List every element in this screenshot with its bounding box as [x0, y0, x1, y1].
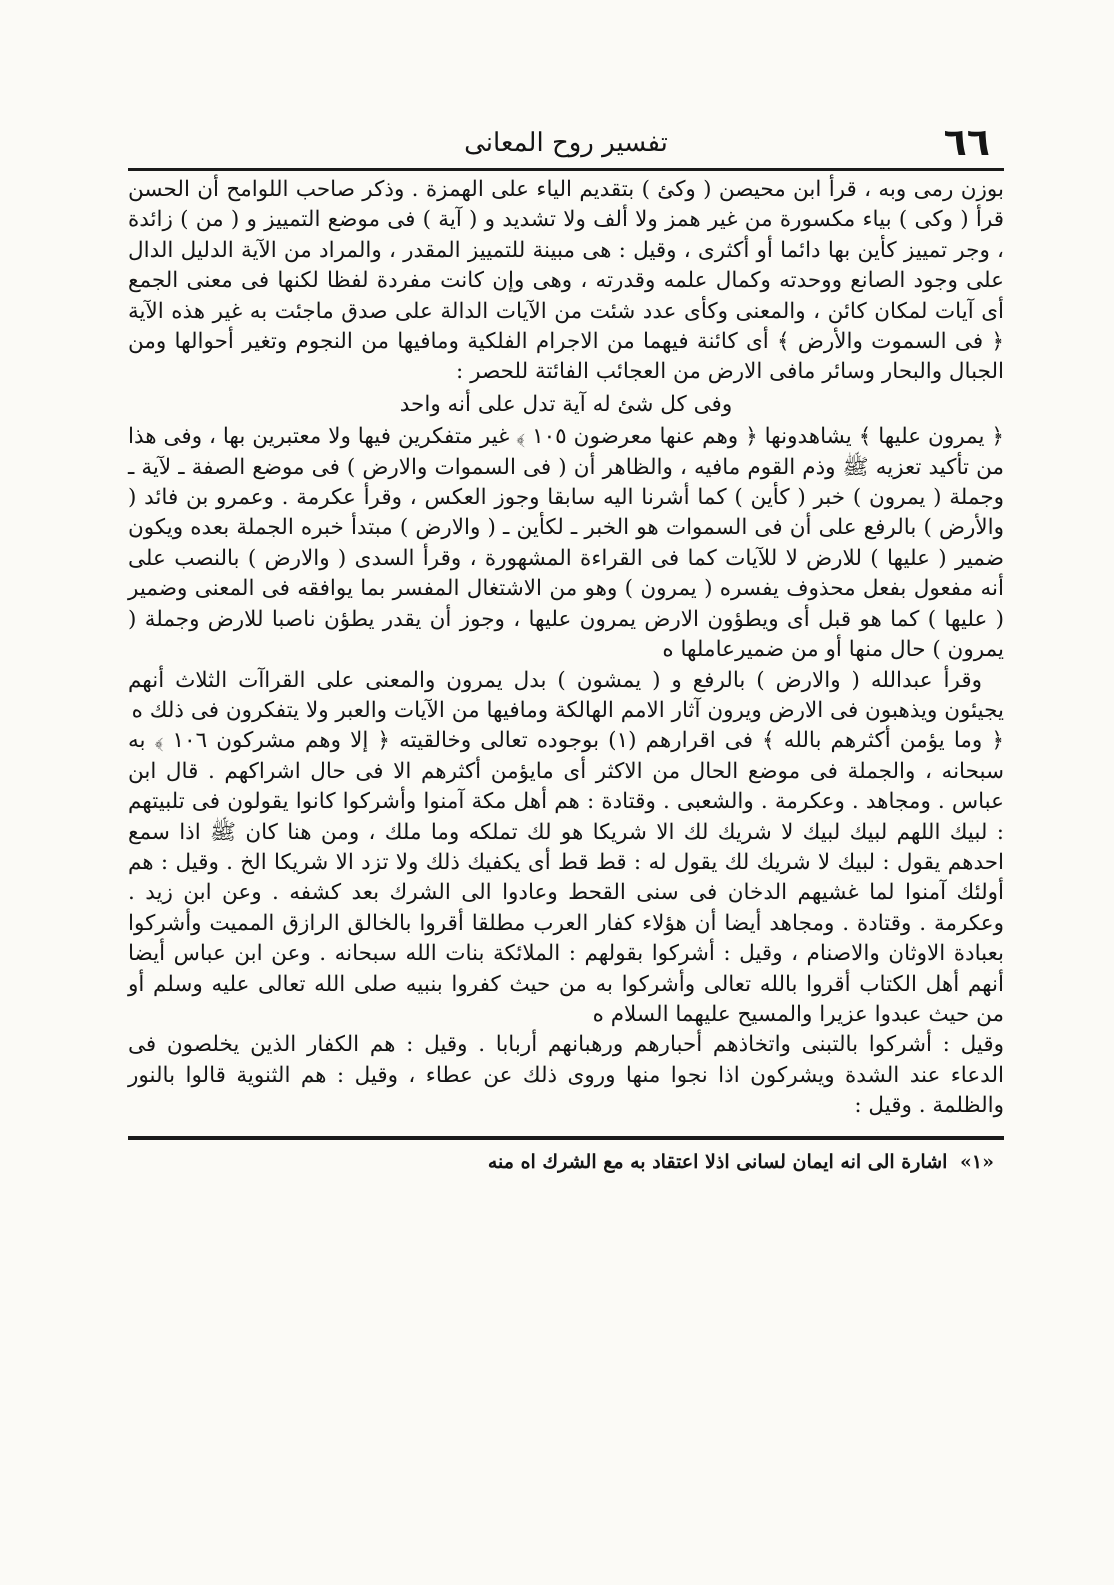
header-rule	[128, 168, 1004, 171]
running-title: تفسير روح المعانى	[464, 128, 668, 158]
paragraph-5: وقيل : أشركوا بالتبنى واتخاذهم أحبارهم ورهبانهم أربابا . وقيل : هم الكفار الذين يخلصون فى الدعاء عند الشدة ويشركون اذا نجوا منها وروى ذلك عن عطاء ، وقيل : هم الثنوية قالوا بالنور والظلمة . وقيل :	[128, 1032, 1004, 1119]
main-text	[128, 175, 1004, 1122]
page-number: ٦٦	[943, 120, 990, 164]
paragraph-1: بوزن رمى وبه ، قرأ ابن محيصن ( وكئ ) بتقديم الياء على الهمزة . وذكر صاحب اللوامح أن الحسن قرأ ( وكى ) بياء مكسورة من غير همز ولا ألف ولا تشديد و ( آية ) فى موضع التمييز و ( من ) زائدة ، وجر تمييز كأين بها دائما أو أكثرى ، وقيل : هى مبينة للتمييز المقدر ، والمراد من الآية الدليل الدال على وجود الصانع ووحدته وكمال علمه وقدرته ، وهى وإن كانت مفردة لفظا لكنها فى معنى الجمع أى آيات لمكان كائن ، والمعنى وكأى عدد شئت من الآيات الدالة على صدق ماجئت به غير هذه الآية ﴿ فى السموت والأرض ﴾ أى كائنة فيهما من الاجرام الفلكية ومافيها من النجوم وتغير أحوالها ومن الجبال والبحار وسائر مافى الارض من العجائب الفائتة للحصر :	[128, 177, 1004, 385]
paragraph-4: ﴿ وما يؤمن أكثرهم بالله ﴾ فى اقرارهم (١) بوجوده تعالى وخالقيته ﴿ إلا وهم مشركون ١٠٦ ﴾ به سبحانه ، والجملة فى موضع الحال من الاكثر أى مايؤمن أكثرهم الا فى حال اشراكهم . قال ابن عباس . ومجاهد . وعكرمة . والشعبى . وقتادة : هم أهل مكة آمنوا وأشركوا كانوا يقولون فى تلبيتهم : لبيك اللهم لبيك لبيك لا شريك لك الا شريكا هو لك تملكه وما ملك ، ومن هنا كان ﷺ اذا سمع احدهم يقول : لبيك لا شريك لك يقول له : قط قط أى يكفيك ذلك ولا تزد الا شريكا الخ . وقيل : هم أولئك آمنوا لما غشيهم الدخان فى سنى القحط وعادوا الى الشرك بعد كشفه . وعن ابن زيد . وعكرمة . وقتادة . ومجاهد أيضا أن هؤلاء كفار العرب مطلقا أقروا بالخالق الرازق المميت وأشركوا بعبادة الاوثان والاصنام ، وقيل : أشركوا بقولهم : الملائكة بنات الله سبحانه . وعن ابن عباس أيضا أنهم أهل الكتاب أقروا بالله تعالى وأشركوا به من حيث كفروا بنبيه صلى الله تعالى عليه وسلم أو من حيث عبدوا عزيرا والمسيح عليهما السلام ه	[128, 728, 1004, 1027]
footnote	[128, 1148, 1004, 1176]
footnote-marker: «١»	[960, 1150, 994, 1173]
footnote-rule	[128, 1136, 1004, 1140]
paragraph-3: وقرأ عبدالله ( والارض ) بالرفع و ( يمشون ) بدل يمرون والمعنى على القراآت الثلاث أنهم يجيئون ويذهبون فى الارض ويرون آثار الامم الهالكة ومافيها من الآيات والعبر ولا يتفكرون فى ذلك ه	[128, 667, 1004, 723]
paragraph-2: ﴿ يمرون عليها ﴾ يشاهدونها ﴿ وهم عنها معرضون ١٠٥ ﴾ غير متفكرين فيها ولا معتبرين بها ، وفى هذا من تأكيد تعزيه ﷺ وذم القوم مافيه ، والظاهر أن ( فى السموات والارض ) فى موضع الصفة ـ لآية ـ وجملة ( يمرون ) خبر ( كأين ) كما أشرنا اليه سابقا وجوز العكس ، وقرأ عكرمة . وعمرو بن فائد ( والأرض ) بالرفع على أن فى السموات هو الخبر ـ لكأين ـ ( والارض ) مبتدأ خبره الجملة بعده ويكون ضمير ( عليها ) للارض لا للآيات كما فى القراءة المشهورة ، وقرأ السدى ( والارض ) بالنصب على أنه مفعول بفعل محذوف يفسره ( يمرون ) وهو من الاشتغال المفسر بما يوافقه فى المعنى وضمير ( عليها ) كما هو قبل أى ويطؤون الارض يمرون عليها ، وجوز أن يقدر يطؤن ناصبا للارض وجملة ( يمرون ) حال منها أو من ضميرعاملها ه	[128, 424, 1004, 663]
verse-line: وفى كل شئ له آية تدل على أنه واحد	[399, 391, 733, 417]
page-header	[128, 118, 1004, 168]
footnote-text: اشارة الى انه ايمان لسانى اذلا اعتقاد به مع الشرك اه منه	[487, 1150, 948, 1173]
